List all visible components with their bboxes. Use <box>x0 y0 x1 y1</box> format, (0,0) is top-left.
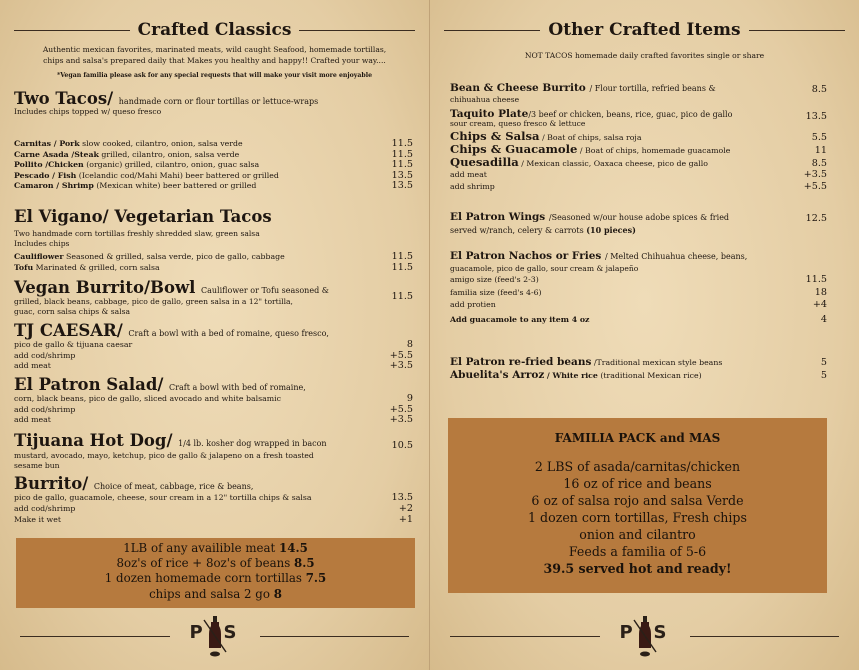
left-menu-page <box>0 0 429 670</box>
item-title: El Patron Salad/ <box>14 375 164 394</box>
promo-text: chips and salsa 2 go <box>149 586 274 601</box>
item-desc: served w/ranch, celery & carrots <box>450 226 587 235</box>
size-row <box>450 288 827 298</box>
item-price: 10.5 <box>391 440 413 451</box>
item-desc: (Icelandic cod/Mahi Mahi) beer battered or grilled <box>78 170 279 180</box>
ps-logo <box>610 614 680 658</box>
title-rule-left <box>444 30 540 31</box>
menu-item-row <box>14 263 413 273</box>
item-price: 12.5 <box>805 213 827 224</box>
addon-price: +1 <box>398 514 413 525</box>
footer-logo-row <box>20 614 409 658</box>
footer-rule-right <box>260 636 410 637</box>
item-desc: (traditional Mexican rice) <box>597 371 702 380</box>
title-rule-right <box>299 30 415 31</box>
promo-price: 7.5 <box>305 571 327 586</box>
logo-letter-p: P <box>619 622 633 643</box>
item-name: Chips & Guacamole <box>450 142 578 156</box>
item-desc-2: sour cream, queso fresco & lettuce <box>450 119 586 128</box>
vigano-desc: Two handmade corn tortillas freshly shredded slaw, green salsa <box>14 229 260 238</box>
addon-price: +5.5 <box>803 181 827 192</box>
item-name: El Patron Nachos or Fries <box>450 250 602 262</box>
addon-label: add meat <box>14 361 51 370</box>
section-title: Crafted Classics <box>137 20 292 40</box>
item-price: 11.5 <box>391 148 413 160</box>
item-price: 11.5 <box>391 138 413 149</box>
item-name: Pollito /Chicken <box>14 160 84 169</box>
vegan-burrito-desc: grilled, black beans, cabbage, pico de gallo, green salsa in a 12" tortilla, <box>14 297 293 306</box>
item-desc: pico de gallo, guacamole, cheese, sour cream in a 12" tortilla chips & salsa <box>14 493 312 502</box>
wings-desc-2 <box>450 226 636 235</box>
addon-label: add cod/shrimp <box>14 404 76 414</box>
item-name: Tofu <box>14 263 34 272</box>
item-desc-2: chihuahua cheese <box>450 95 520 104</box>
item-name: Taquito Plate <box>450 108 529 120</box>
item-title: TJ CAESAR/ <box>14 321 123 340</box>
item-price: 8.5 <box>811 158 827 169</box>
hot-dog-desc: mustard, avocado, mayo, ketchup, pico de gallo & jalapeno on a fresh toasted <box>14 451 314 460</box>
item-price: 13.5 <box>391 492 413 503</box>
addon-price: +3.5 <box>803 169 827 180</box>
item-desc: Cauliflower or Tofu seasoned & <box>201 286 329 295</box>
addon-row <box>14 415 413 425</box>
item-desc: 1/4 lb. kosher dog wrapped in bacon <box>178 439 327 448</box>
item-desc: slow cooked, cilantro, onion, salsa verde <box>82 139 243 148</box>
item-desc: (organic) grilled, cilantro, onion, guac salsa <box>86 160 260 169</box>
nachos-title <box>450 250 747 263</box>
item-name: Bean & Cheese Burrito <box>450 82 586 94</box>
menu-item-row <box>14 252 413 262</box>
item-name: Abuelita's Arroz <box>450 369 545 381</box>
crafted-classics-header <box>14 20 415 40</box>
item-name: Carnitas / Pork <box>14 139 80 148</box>
item-desc: (Mexican white) beer battered or grilled <box>96 181 257 190</box>
hot-dog-heading <box>14 432 327 453</box>
two-tacos-desc: Includes chips topped w/ queso fresco <box>14 107 162 116</box>
familia-line: 16 oz of rice and beans <box>563 476 712 491</box>
item-portion: (10 pieces) <box>586 225 636 235</box>
logo-letter-s: S <box>653 622 667 643</box>
item-price: 13.5 <box>391 180 413 191</box>
size-label: add protien <box>450 299 496 309</box>
menu-item-row <box>14 160 413 170</box>
item-desc: / Flour tortilla, refried beans & <box>589 84 716 93</box>
item-desc: Choice of meat, cabbage, rice & beans, <box>93 482 254 491</box>
promo-price: 8 <box>273 586 282 601</box>
item-price: 8.5 <box>811 84 827 95</box>
menu-item-row <box>14 394 413 404</box>
promo-text: 1 dozen homemade corn tortillas <box>104 571 306 586</box>
item-price: 13.5 <box>805 111 827 122</box>
menu-item-row <box>450 156 827 170</box>
item-price: 11.5 <box>391 262 413 273</box>
vegan-note: *Vegan familia please ask for any special requests that will make your visit more enjoyable <box>56 72 373 79</box>
footer-rule-right <box>690 636 840 637</box>
title-rule-left <box>14 30 130 31</box>
promo-line <box>16 587 415 602</box>
item-price: 5.5 <box>811 132 827 143</box>
addon-row <box>14 504 413 514</box>
addon-price: +3.5 <box>389 360 413 371</box>
item-price: 9 <box>406 393 413 404</box>
menu-item-row <box>14 340 413 350</box>
familia-price-line: 39.5 served hot and ready! <box>543 561 732 576</box>
title-rule-right <box>749 30 845 31</box>
intro-text <box>14 45 415 66</box>
item-desc: pico de gallo & tijuana caesar <box>14 340 133 349</box>
familia-pack-box <box>448 418 827 593</box>
promo-line <box>16 541 415 556</box>
size-price: +4 <box>812 298 827 310</box>
menu-item-row <box>14 150 413 160</box>
addon-label: Make it wet <box>14 515 61 524</box>
item-desc-bold: / White rice <box>546 371 598 380</box>
ps-logo <box>180 614 250 658</box>
item-price: 11.5 <box>391 159 413 170</box>
item-name: Pescado / Fish <box>14 170 77 180</box>
item-name: Cauliflower <box>14 252 64 261</box>
menu-item-row <box>14 493 413 503</box>
item-name: Carne Asada /Steak <box>14 149 99 159</box>
menu-item-row <box>450 356 827 369</box>
addon-row <box>14 351 413 361</box>
addon-price: +2 <box>398 503 413 514</box>
size-row <box>450 300 827 310</box>
item-price: 11 <box>814 145 827 156</box>
item-desc: /Seasoned w/our house adobe spices & fried <box>548 213 730 222</box>
addon-label: add cod/shrimp <box>14 504 76 513</box>
size-price: 11.5 <box>805 274 827 285</box>
addon-label: add shrimp <box>450 182 495 191</box>
item-title: El Vigano/ Vegetarian Tacos <box>14 207 272 226</box>
item-title: Two Tacos/ <box>14 89 114 108</box>
footer-logo-row <box>450 614 839 658</box>
item-desc: /3 beef or chicken, beans, rice, guac, pico de gallo <box>528 110 733 119</box>
addon-label: add meat <box>450 170 487 179</box>
item-title: Tijuana Hot Dog/ <box>14 431 173 450</box>
bulk-order-box <box>16 538 415 608</box>
item-desc: Marinated & grilled, corn salsa <box>35 263 160 272</box>
addon-price: +5.5 <box>389 349 413 361</box>
intro-line: Authentic mexican favorites, marinated meats, wild caught Seafood, homemade tortillas, <box>42 45 387 54</box>
promo-text: 8oz's of rice + 8oz's of beans <box>116 556 294 571</box>
item-desc: corn, black beans, pico de gallo, sliced avocado and white balsamic <box>14 394 282 403</box>
intro-line: chips and salsa's prepared daily that Makes you healthy and happy!! Crafted your way.... <box>43 55 386 65</box>
menu-item-row <box>14 171 413 181</box>
addon-row <box>14 361 413 371</box>
familia-pack-title: FAMILIA PACK and MAS <box>554 431 721 445</box>
item-name: Camaron / Shrimp <box>14 181 94 190</box>
hot-dog-desc-2: sesame bun <box>14 461 60 470</box>
item-title: Burrito/ <box>14 474 89 493</box>
size-row <box>450 275 827 285</box>
footer-rule-left <box>450 636 600 637</box>
item-title: Vegan Burrito/Bowl <box>14 278 196 297</box>
item-name: El Patron re-fried beans <box>450 356 592 368</box>
item-desc: grilled, cilantro, onion, salsa verde <box>101 149 240 159</box>
addon-row <box>14 405 413 415</box>
promo-price: 14.5 <box>279 541 308 555</box>
promo-text: 1LB of any availible meat <box>123 541 280 555</box>
addon-row <box>450 182 827 192</box>
familia-line: 1 dozen corn tortillas, Fresh chips <box>528 510 747 525</box>
item-desc: Craft a bowl with a bed of romaine, queso fresco, <box>128 329 329 338</box>
addon-label: add cod/shrimp <box>14 350 76 360</box>
promo-line <box>16 556 415 571</box>
addon-price: +5.5 <box>389 403 413 415</box>
item-name: El Patron Wings <box>450 211 546 223</box>
item-price: 8 <box>406 339 413 350</box>
item-desc: / Melted Chihuahua cheese, beans, <box>604 252 748 261</box>
item-name: Chips & Salsa <box>450 129 540 143</box>
size-label: amigo size (feed's 2-3) <box>450 275 539 284</box>
addon-label: add meat <box>14 415 51 424</box>
item-price: 5 <box>820 357 827 368</box>
familia-line: onion and cilantro <box>579 527 696 542</box>
addon-row <box>14 515 413 525</box>
item-desc: /Traditional mexican style beans <box>593 358 723 367</box>
item-desc: handmade corn or flour tortillas or lettuce-wraps <box>118 97 319 106</box>
menu-item-row <box>14 181 413 191</box>
item-price: 11.5 <box>391 291 413 302</box>
item-price: 13.5 <box>391 169 413 181</box>
familia-line: 2 LBS of asada/carnitas/chicken <box>534 459 741 474</box>
other-items-header <box>444 20 845 40</box>
addon-price: +3.5 <box>389 414 413 425</box>
menu-item-row <box>14 139 413 149</box>
item-desc: / Boat of chips, homemade guacamole <box>579 146 731 155</box>
promo-price: 8.5 <box>294 556 315 571</box>
size-label: familia size (feed's 4-6) <box>450 287 542 297</box>
wings-title <box>450 211 729 224</box>
addon-label: Add guacamole to any item 4 oz <box>450 315 590 324</box>
nachos-desc-2: guacamole, pico de gallo, sour cream & jalapeño <box>450 264 639 273</box>
right-menu-page <box>430 0 859 670</box>
logo-letter-s: S <box>223 622 237 643</box>
right-subtitle: NOT TACOS homemade daily crafted favorites single or share <box>524 51 765 60</box>
guac-addon-row <box>450 315 827 325</box>
item-desc: Seasoned & grilled, salsa verde, pico de gallo, cabbage <box>65 252 285 261</box>
item-price: 5 <box>820 370 827 381</box>
menu-item-title <box>450 82 716 95</box>
item-price: 11.5 <box>391 251 413 262</box>
addon-row <box>450 170 827 180</box>
vigano-desc-2: Includes chips <box>14 239 70 248</box>
footer-rule-left <box>20 636 170 637</box>
familia-line: Feeds a familia of 5-6 <box>568 544 707 559</box>
item-desc: / Boat of chips, salsa roja <box>542 133 642 142</box>
addon-price: 4 <box>820 314 827 325</box>
vigano-heading <box>14 208 272 226</box>
vegan-burrito-desc-2: guac, corn salsa chips & salsa <box>14 306 131 316</box>
item-name: Quesadilla <box>450 155 519 169</box>
item-desc: / Mexican classic, Oaxaca cheese, pico de gallo <box>521 159 708 168</box>
promo-line <box>16 571 415 586</box>
menu-item-row <box>450 369 827 382</box>
size-price: 18 <box>814 286 827 298</box>
familia-line: 6 oz of salsa rojo and salsa Verde <box>531 493 744 508</box>
section-title: Other Crafted Items <box>548 20 741 40</box>
logo-letter-p: P <box>189 622 203 643</box>
item-desc: Craft a bowl with bed of romaine, <box>169 383 306 392</box>
